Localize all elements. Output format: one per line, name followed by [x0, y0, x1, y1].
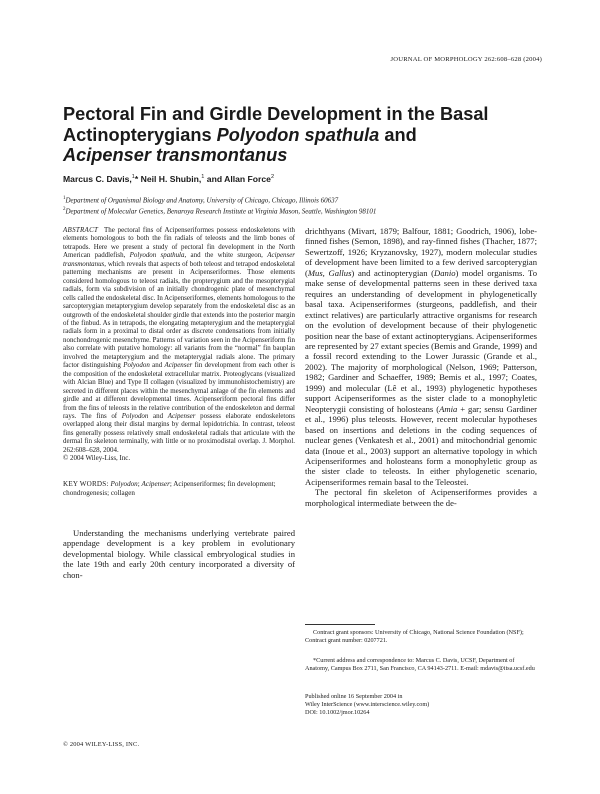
- footnote-grant: [305, 629, 537, 645]
- abstract-text-4: and: [149, 361, 165, 370]
- intro-species-3: Amia: [439, 403, 458, 414]
- abstract-species-3: Polyodon: [123, 361, 150, 370]
- abstract-species-2: Acipenser transmontanus: [63, 251, 295, 268]
- abstract-text-1: The pectoral fins of Acipenseriformes possess endoskeletons with elements homologous to both the fin radials of teleosts and the limb bones of tetrapods. Here we present a study of pectoral fin development in the North American paddlefish,: [63, 226, 296, 260]
- intro-text-3: ) model organisms. To make sense of developmental patterns seen in these derived taxa requires an understanding of development in phylogenetically basal taxa. Acipenseriformes (sturgeons, paddlefish, and their extinct relatives) are particularly attractive organisms for research on the evolution of development because of their phylogenetic position near the base of extant actinopterygians. Acipenseriformes are represented by 27 extant species (Bemis and Grande, 1999) and a fossil record extending to the Lower Jurassic (Grande et al., 2002). The majority of morphological (Nelson, 1969; Patterson, 1982; Gardiner and Schaeffer, 1989; Bemis et al., 1997; Coates, 1999) and molecular (Lê et al., 1993) phylogenetic hypotheses support Acipenseriformes as the sister clade to a monophyletic Neopterygii consisting of holosteans (: [305, 267, 537, 414]
- intro-paragraph-2: The pectoral fin skeleton of Acipenseriformes provides a morphological intermediate between the de-: [305, 487, 537, 508]
- introduction-left: [63, 528, 295, 580]
- abstract-text-2: , and the white sturgeon,: [184, 251, 268, 260]
- abstract-text-5: fin development from each other is the composition of the endoskeletal extracellular matrix. Proteoglycans (visualized with Alcian Blue) and Type II collagen (visualized by immunohistochemistry) are secreted in different places within the mesenchymal anlage of the fin elements and girdle and at different developmental times. Acipenseriform pectoral fins differ from the fins of teleosts in the relative contribution of the endoskeleton and dermal rays. The fins of: [63, 361, 295, 420]
- abstract-copyright: © 2004 Wiley-Liss, Inc.: [63, 454, 131, 463]
- title-line-2-end: and: [379, 124, 417, 145]
- affiliation-2: [63, 207, 376, 215]
- abstract-species-6: Acipenser: [167, 411, 196, 420]
- footnote-publication: [305, 693, 537, 716]
- abstract: [63, 226, 295, 463]
- affiliation-1-number: 1: [63, 196, 66, 201]
- keywords-separator: ;: [137, 479, 142, 488]
- affiliation-2-number: 2: [63, 207, 66, 212]
- keywords-rest: ; Acipenseriformes; fin development; chondrogenesis; collagen: [63, 479, 276, 497]
- author-1-mark: *: [134, 174, 141, 184]
- intro-text-4: + gar; sensu Gardiner et al., 1996) plus teleosts. However, recent molecular hypotheses based on insertions and deletions in the coding sequences of nuclear genes (Venkatesh et al., 2001) and mitochondrial genomic data (Inoue et al., 2003) support an alternative topology in which Acipenseriformes and holosteans form a monophyletic group as the sister clade to teleosts. In either phylogenetic scenario, Acipenseriformes remain basal to the Teleostei.: [305, 403, 537, 487]
- footnote-correspondence-text: *Current address and correspondence to: Marcus C. Davis, UCSF, Department of Anatomy, Campus Box 2711, San Francisco, CA 94143-2711. E-mail: mdavis@itsa.ucsf.edu: [305, 657, 535, 672]
- abstract-species-5: Polyodon: [121, 411, 149, 420]
- author-3-affil: 2: [270, 174, 275, 181]
- abstract-text-6: and: [148, 411, 168, 420]
- publication-venue: Wiley InterScience (www.interscience.wiley.com): [305, 700, 430, 708]
- title-line-2-text: Actinopterygians: [63, 124, 217, 145]
- author-3: and Allan Force: [204, 174, 271, 184]
- publication-date: Published online 16 September 2004 in: [305, 693, 403, 700]
- author-2: Neil H. Shubin,: [140, 174, 202, 184]
- footnote-divider: [305, 624, 375, 625]
- author-2-affil: 1: [201, 174, 205, 181]
- publication-doi: DOI: 10.1002/jmor.10264: [305, 708, 370, 716]
- intro-text-2: ) and actinopterygian (: [351, 267, 435, 278]
- footnote-grant-text: Contract grant sponsors: University of Chicago, National Science Foundation (NSF); Contract grant number: 0207721.: [305, 629, 524, 644]
- affiliation-1-text: Department of Organismal Biology and Anatomy, University of Chicago, Chicago, Illinois 60637: [65, 196, 339, 205]
- keyword-1: Polyodon: [110, 479, 138, 488]
- author-list: [63, 174, 274, 184]
- abstract-species-1: Polyodon spathula: [129, 251, 185, 260]
- intro-species-2: Danio: [434, 267, 456, 278]
- intro-paragraph-1-continued: [305, 226, 537, 487]
- abstract-text-3: , which reveals that aspects of both teleost and tetrapod endoskeletal patterning mechanisms are present in Acipenseriformes. Those elements considered homologous to teleost radials, the propterygium and the mesopterygial radials, form via subdivision of an initially chondrogenic plate of mesenchymal cells called the endoskeletal disc. In Acipenseriformes, elements homologous to the sarcopterygian metapterygium develop separately from the endoskeletal disc as an outgrowth of the endoskeletal shoulder girdle that extends into the posterior margin of the finbud. As in tetrapods, the elongating metapterygium and the metapterygial radials form in a proximal to distal order as discrete condensations from initially nonchondrogenic mesenchyme. Patterns of variation seen in the Acipenseriform fin also correlate with putative homology: all variants from the “normal” fin bauplan involved the metapterygium and the metapterygial radials alone. The primary factor distinguishing: [63, 259, 295, 370]
- title-species-2: Acipenser transmontanus: [63, 145, 288, 165]
- author-1: Marcus C. Davis,: [63, 174, 132, 184]
- keywords: [63, 480, 295, 498]
- copyright-footer: © 2004 WILEY-LISS, INC.: [63, 741, 140, 748]
- title-line-2: [63, 125, 543, 146]
- title-species-1: Polyodon spathula: [216, 124, 380, 145]
- intro-text-1: drichthyans (Mivart, 1879; Balfour, 1881; Goodrich, 1906), lobe-finned fishes (Semon, 1898), and ray-finned fishes (Thacher, 1877; Sewertzoff, 1926; Kryzanovsky, 1927), modern molecular studies of development have been limited to a few derived sarcopterygian (: [305, 226, 537, 278]
- author-1-affil: 1: [131, 174, 135, 181]
- footnote-correspondence: [305, 657, 537, 673]
- article-title: [63, 104, 543, 166]
- right-column: [305, 226, 537, 508]
- keywords-label: KEY WORDS:: [63, 479, 111, 488]
- intro-paragraph-1: Understanding the mechanisms underlying vertebrate paired appendage development is a key problem in evolutionary developmental biology. While classical embryological studies in the late 19th and early 20th century incorporated a diversity of chon-: [63, 527, 295, 580]
- abstract-species-4: Acipenser: [164, 361, 193, 370]
- title-line-1: Pectoral Fin and Girdle Development in the Basal: [63, 104, 489, 124]
- intro-species-1: Mus, Gallus: [307, 267, 352, 278]
- left-column: [63, 226, 295, 580]
- affiliation-2-text: Department of Molecular Genetics, Benaroya Research Institute at Virginia Mason, Seattle, Washington 98101: [65, 207, 377, 216]
- affiliation-1: [63, 196, 338, 204]
- journal-header: JOURNAL OF MORPHOLOGY 262:608–628 (2004): [390, 56, 542, 63]
- keyword-2: Acipenser: [141, 479, 170, 488]
- abstract-text-7: possess elaborate endoskeletons overlapped along their distal margins by dermal lepidotrichia. In contrast, teleost fins generally possess relatively small endoskeletal radials that articulate with the dermal fin skeleton terminally, with little or no proximodistal overlap. J. Morphol. 262:608–628, 2004.: [63, 411, 295, 454]
- abstract-label: ABSTRACT: [63, 226, 99, 234]
